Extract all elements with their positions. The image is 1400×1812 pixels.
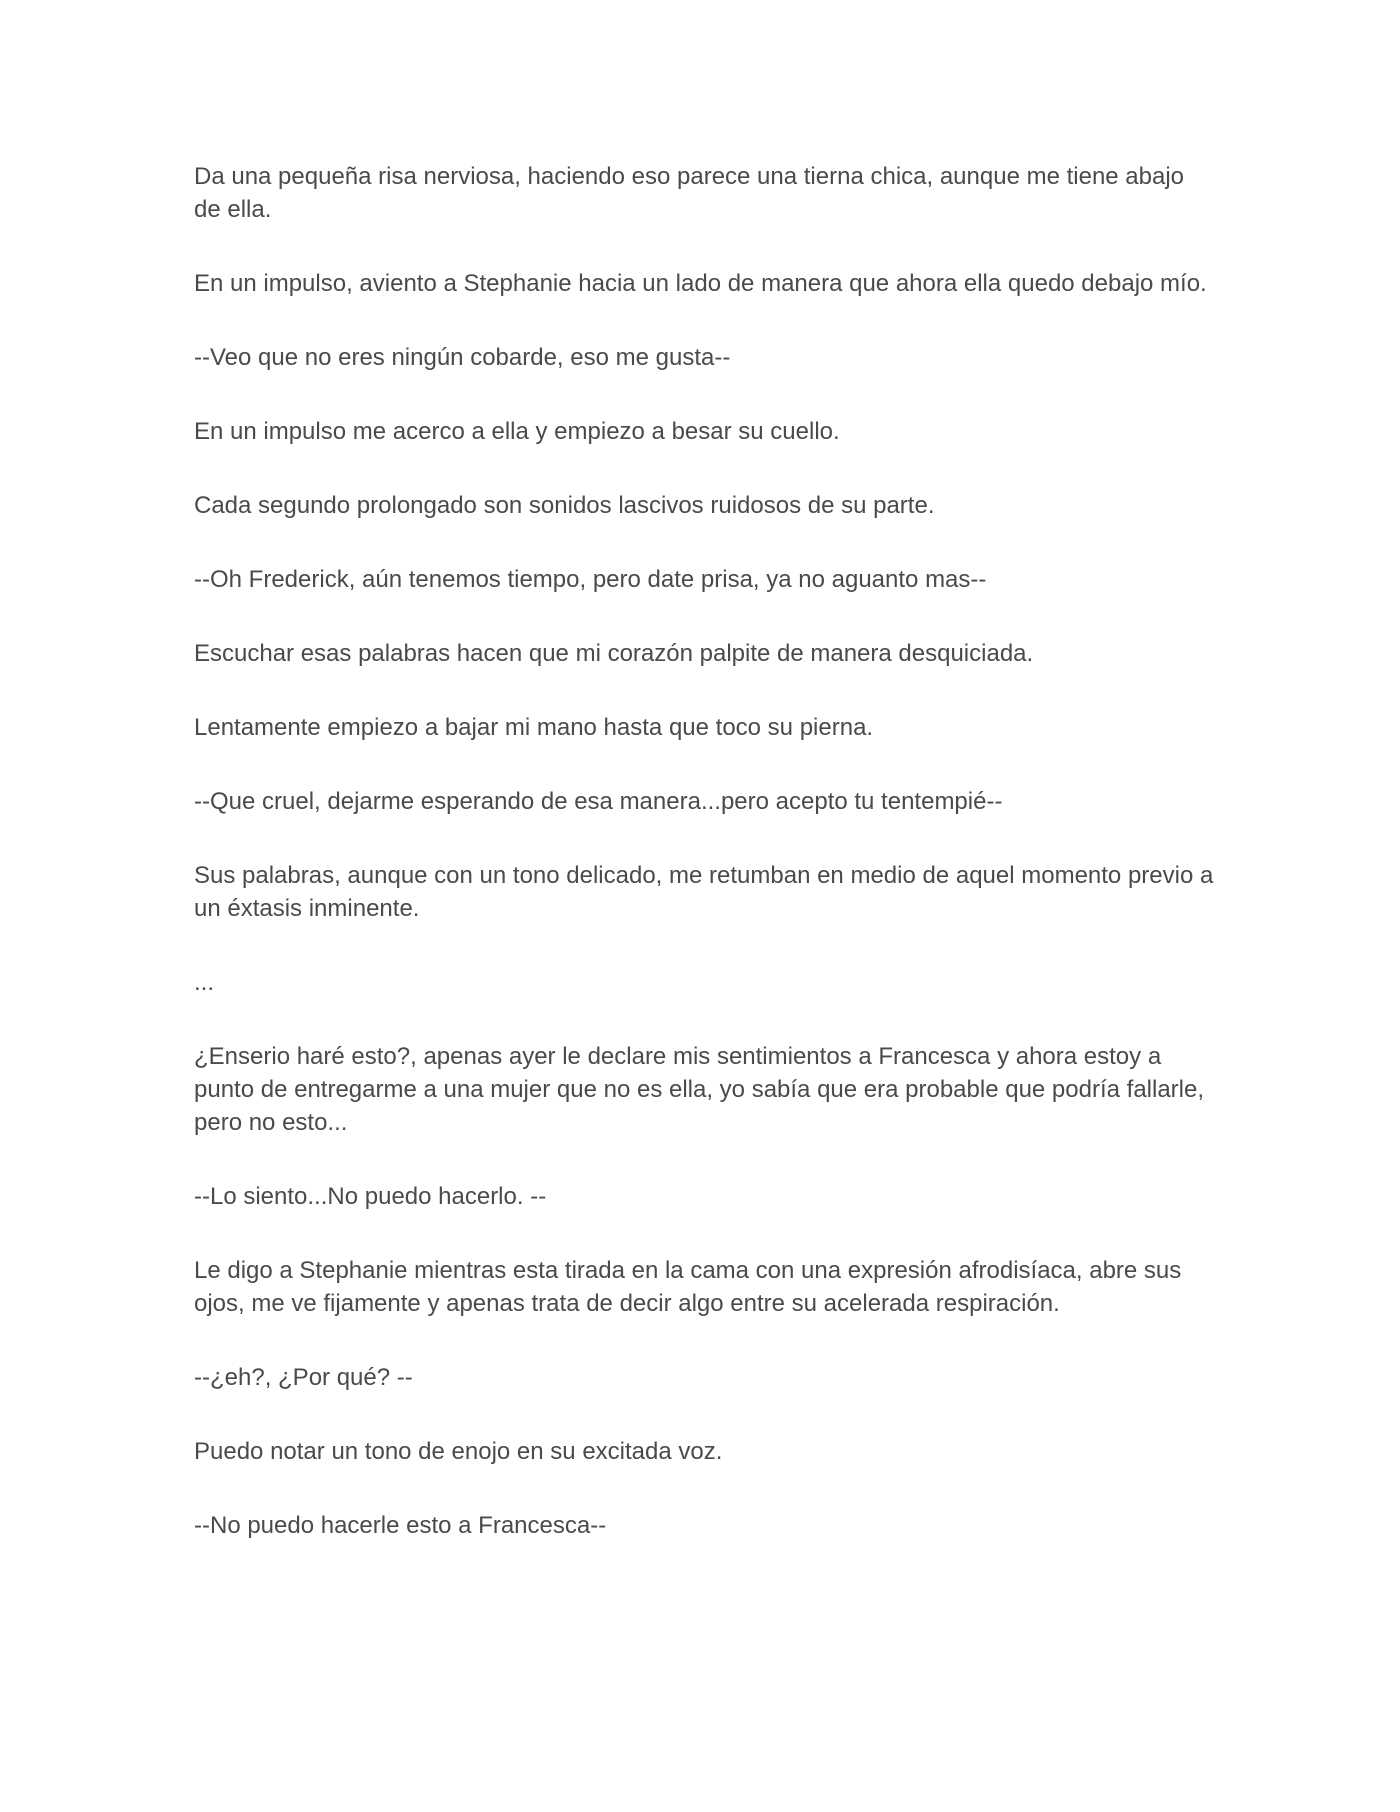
paragraph-12: ¿Enserio haré esto?, apenas ayer le declare mis sentimientos a Francesca y ahora estoy a punto de entregarme a una mujer que no es ella, yo sabía que era probable que podría fallarle, pero no esto... — [194, 1043, 1205, 1136]
paragraph-5: Cada segundo prolongado son sonidos lascivos ruidosos de su parte. — [194, 492, 935, 519]
paragraph-13: --Lo siento...No puedo hacerlo. -- — [194, 1183, 547, 1210]
document-body — [194, 160, 1214, 1583]
paragraph-4: En un impulso me acerco a ella y empiezo a besar su cuello. — [194, 418, 840, 445]
paragraph-1: Da una pequeña risa nerviosa, haciendo eso parece una tierna chica, aunque me tiene abajo de ella. — [194, 163, 1185, 223]
paragraph-16: Puedo notar un tono de enojo en su excitada voz. — [194, 1438, 723, 1465]
paragraph-6: --Oh Frederick, aún tenemos tiempo, pero date prisa, ya no aguanto mas-- — [194, 566, 987, 593]
paragraph-15: --¿eh?, ¿Por qué? -- — [194, 1364, 413, 1391]
paragraph-10: Sus palabras, aunque con un tono delicado, me retumban en medio de aquel momento previo a un éxtasis inminente. — [194, 862, 1214, 922]
paragraph-9: --Que cruel, dejarme esperando de esa manera...pero acepto tu tentempié-- — [194, 788, 1003, 815]
paragraph-7: Escuchar esas palabras hacen que mi corazón palpite de manera desquiciada. — [194, 640, 1034, 667]
paragraph-2: En un impulso, aviento a Stephanie hacia un lado de manera que ahora ella quedo debajo mío. — [194, 270, 1207, 297]
paragraph-11: ... — [194, 969, 215, 996]
paragraph-17: --No puedo hacerle esto a Francesca-- — [194, 1512, 607, 1539]
paragraph-3: --Veo que no eres ningún cobarde, eso me gusta-- — [194, 344, 731, 371]
paragraph-8: Lentamente empiezo a bajar mi mano hasta que toco su pierna. — [194, 714, 874, 741]
paragraph-14: Le digo a Stephanie mientras esta tirada en la cama con una expresión afrodisíaca, abre sus ojos, me ve fijamente y apenas trata de decir algo entre su acelerada respiración. — [194, 1257, 1182, 1317]
